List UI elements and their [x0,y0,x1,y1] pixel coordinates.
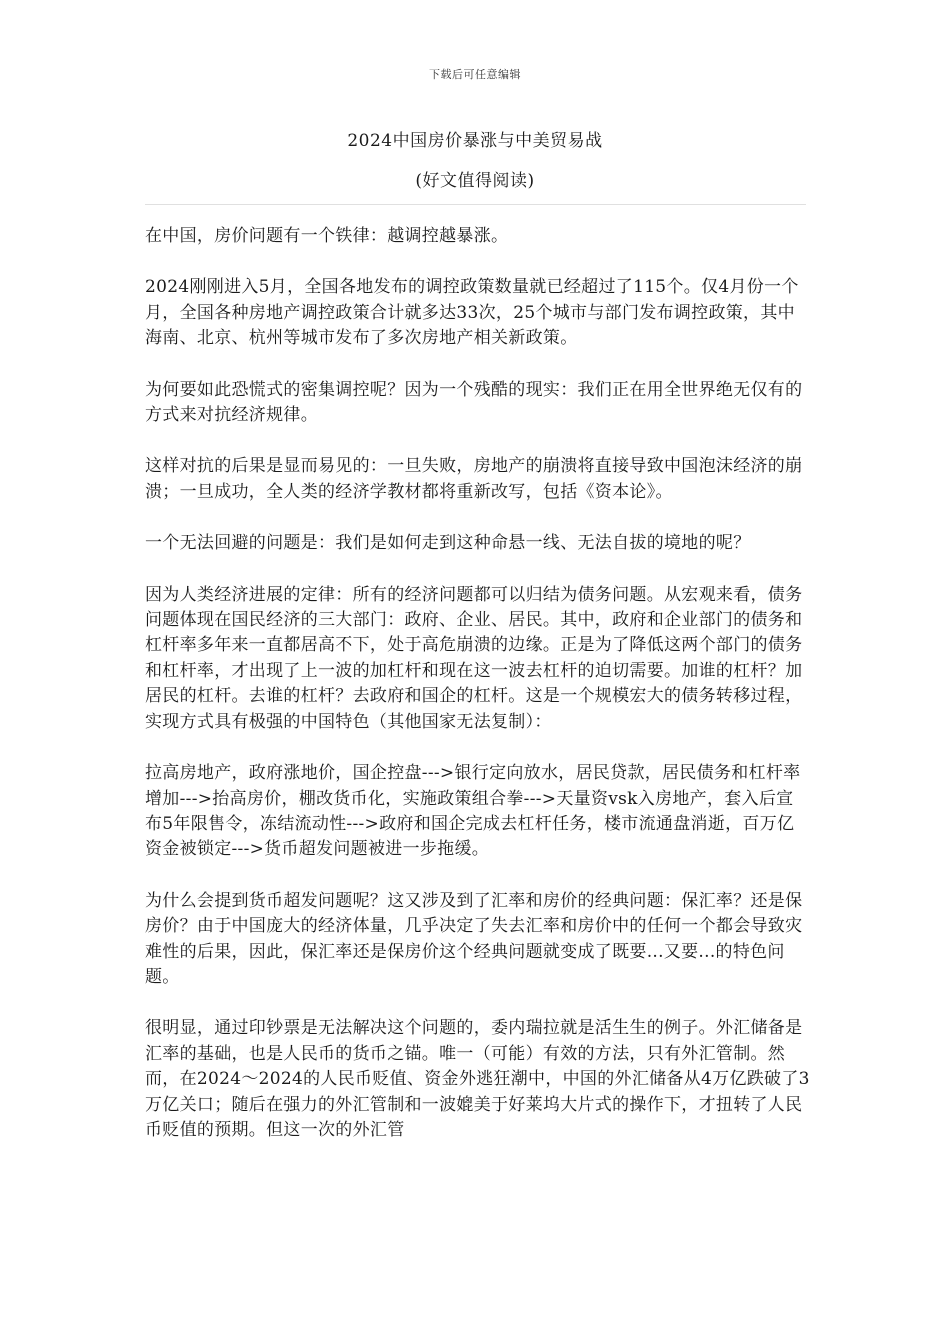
document-subtitle: (好文值得阅读) [415,171,535,191]
document-body [145,224,810,1169]
paragraph: 这样对抗的后果是显而易见的：一旦失败，房地产的崩溃将直接导致中国泡沫经济的崩溃；一旦成功，全人类的经济学教材都将重新改写，包括《资本论》。 [145,456,803,502]
header-note: 下载后可任意编辑 [429,68,521,81]
paragraph: 为何要如此恐慌式的密集调控呢？因为一个残酷的现实：我们正在用全世界绝无仅有的方式来对抗经济规律。 [145,379,803,426]
title-divider [145,204,806,205]
paragraph: 很明显，通过印钞票是无法解决这个问题的，委内瑞拉就是活生生的例子。外汇储备是汇率的基础，也是人民币的货币之锚。唯一（可能）有效的方法，只有外汇管制。然而，在2024～2024的人民币贬值、资金外逃狂潮中，中国的外汇储备从4万亿跌破了3万亿关口；随后在强力的外汇管制和一波媲美于好莱坞大片式的操作下，才扭转了人民币贬值的预期。但这一次的外汇管 [145,1018,810,1140]
paragraph: 为什么会提到货币超发问题呢？这又涉及到了汇率和房价的经典问题：保汇率？还是保房价？由于中国庞大的经济体量，几乎决定了失去汇率和房价中的任何一个都会导致灾难性的后果，因此，保汇率还是保房价这个经典问题就变成了既要...又要...的特色问题。 [145,890,803,987]
paragraph: 一个无法回避的问题是：我们是如何走到这种命悬一线、无法自拔的境地的呢？ [145,533,751,554]
paragraph: 拉高房地产，政府涨地价，国企控盘--->银行定向放水，居民贷款，居民债务和杠杆率增加--->抬高房价，棚改货币化，实施政策组合拳--->天量资vsk入房地产，套入后宣布5年限售令，冻结流动性--->政府和国企完成去杠杆任务，楼市流通盘消逝，百万亿资金被锁定--->货币超发问题被进一步拖缓。 [145,763,801,860]
paragraph: 因为人类经济进展的定律：所有的经济问题都可以归结为债务问题。从宏观来看，债务问题体现在国民经济的三大部门：政府、企业、居民。其中，政府和企业部门的债务和杠杆率多年来一直都居高不下，处于高危崩溃的边缘。正是为了降低这两个部门的债务和杠杆率，才出现了上一波的加杠杆和现在这一波去杠杆的迫切需要。加谁的杠杆？加居民的杠杆。去谁的杠杆？去政府和国企的杠杆。这是一个规模宏大的债务转移过程，实现方式具有极强的中国特色（其他国家无法复制）： [145,584,803,732]
paragraph: 在中国，房价问题有一个铁律：越调控越暴涨。 [145,226,509,246]
paragraph: 2024刚刚进入5月，全国各地发布的调控政策数量就已经超过了115个。仅4月份一个月，全国各种房地产调控政策合计就多达33次，25个城市与部门发布调控政策，其中海南、北京、杭州等城市发布了多次房地产相关新政策。 [145,277,799,349]
document-title: 2024中国房价暴涨与中美贸易战 [347,131,603,151]
